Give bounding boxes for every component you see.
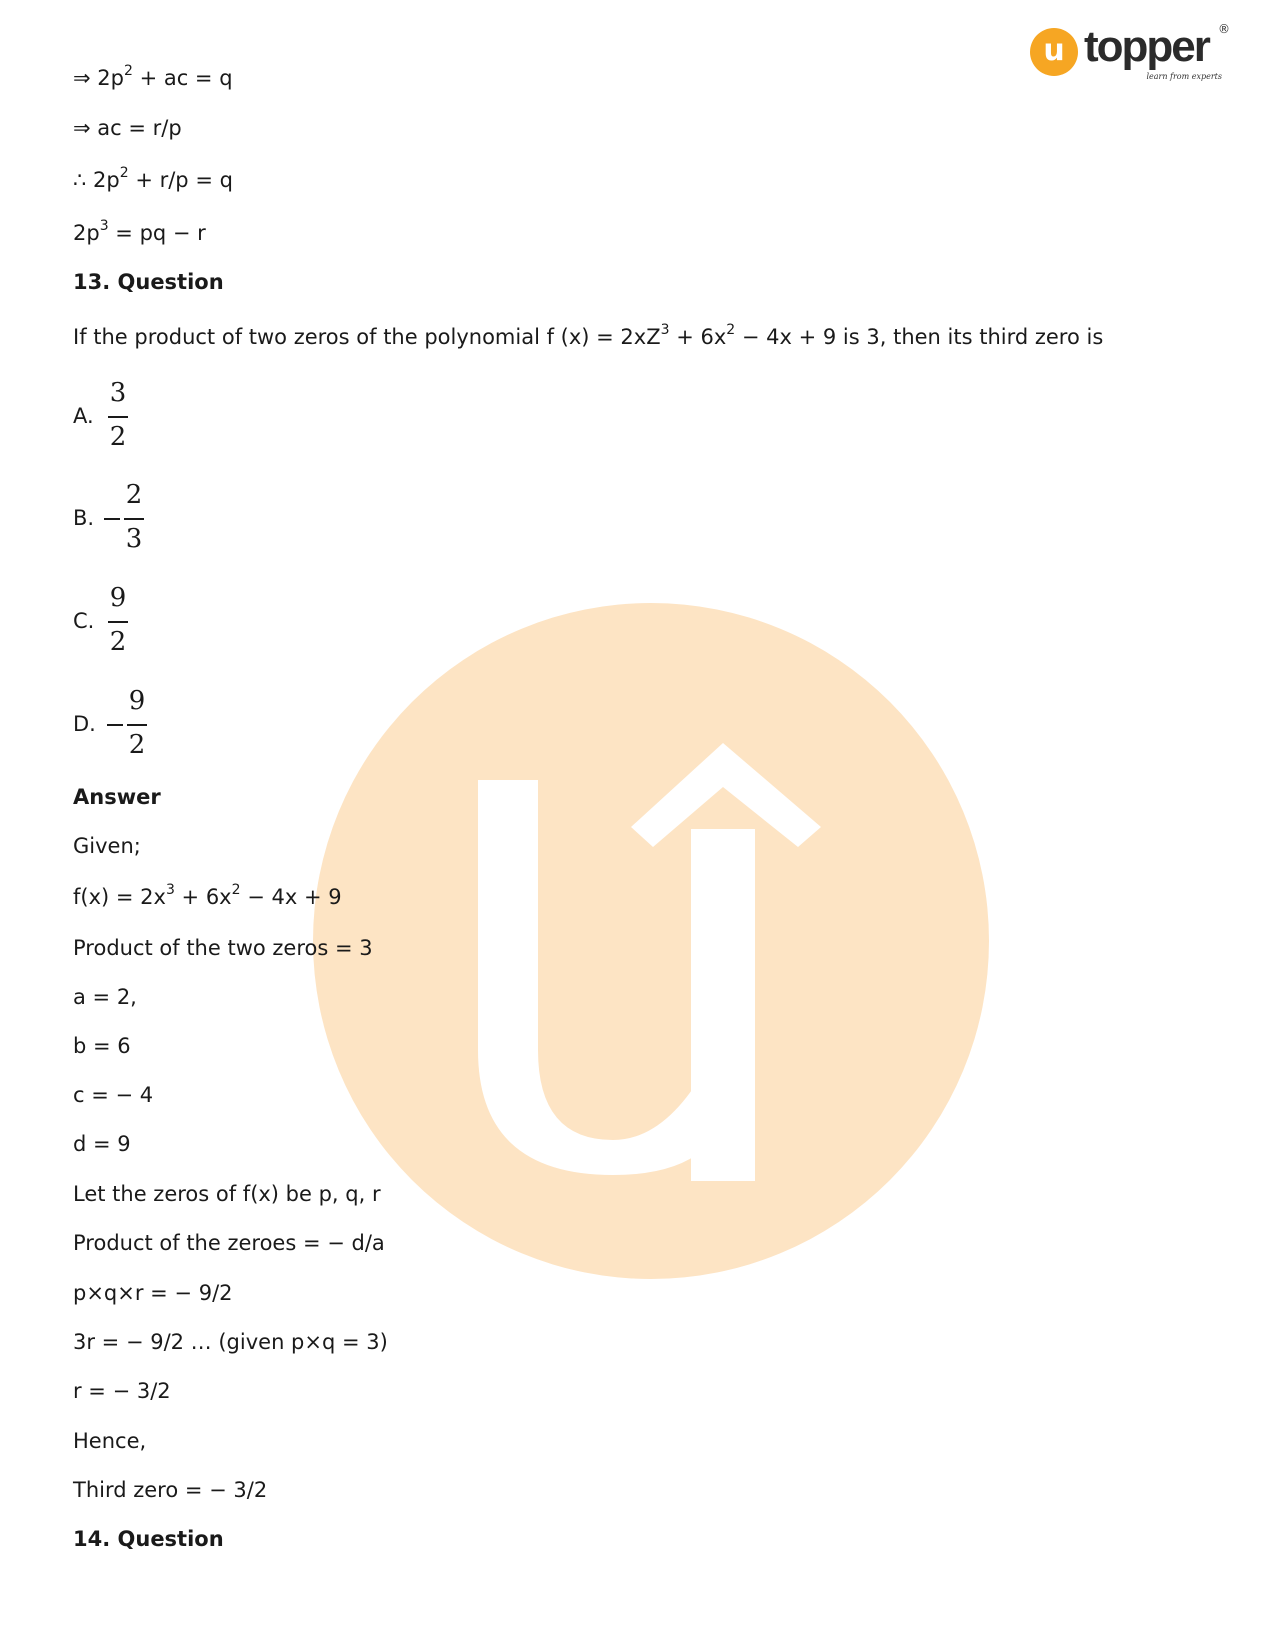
watermark-logo-icon (313, 603, 989, 1279)
derivation-line: $2p^3$ = pq − r (73, 218, 206, 245)
fraction-numerator: 9 (109, 583, 127, 613)
minus-sign (104, 518, 120, 520)
question-13-text: If the product of two zeros of the polynomial f $(x) = 2xZ^3 + 6x^2 - 4x + 9$ is 3, then its third zero is (73, 322, 1104, 349)
answer-line: b = 6 (73, 1034, 131, 1058)
registered-mark: ® (1218, 22, 1230, 36)
answer-line: r = − 3/2 (73, 1379, 171, 1403)
brand-wordmark: topper (1084, 22, 1209, 71)
answer-line: a = 2, (73, 985, 137, 1009)
fraction-bar (127, 724, 147, 726)
fraction-denominator: 2 (109, 422, 127, 452)
fraction-denominator: 2 (128, 730, 146, 760)
derivation-line: ⇒ $2p^2$ + ac = q (73, 63, 233, 90)
derivation-line: ⇒ ac = r/p (73, 116, 182, 140)
answer-line: 3r = − 9/2 … (given p×q = 3) (73, 1330, 388, 1354)
answer-line: d = 9 (73, 1132, 131, 1156)
option-label: A. (73, 404, 94, 428)
answer-line: Hence, (73, 1429, 147, 1453)
fraction-denominator: 2 (109, 627, 127, 657)
answer-line: Let the zeros of f(x) be p, q, r (73, 1182, 381, 1206)
brand-tagline: learn from experts (1146, 72, 1222, 81)
option-label: D. (73, 712, 96, 736)
fraction-bar (108, 621, 128, 623)
answer-line: Third zero = − 3/2 (73, 1478, 268, 1502)
derivation-line: ∴ $2p^2 + r/p = q$ (73, 165, 233, 192)
fraction-numerator: 9 (128, 686, 146, 716)
minus-sign (107, 724, 123, 726)
fraction-bar (124, 518, 144, 520)
answer-line: $f(x) = 2x^3 + 6x^2 - 4x + 9$ (73, 882, 342, 909)
option-label: C. (73, 609, 95, 633)
answer-line: Product of the two zeros = 3 (73, 936, 373, 960)
answer-line: c = − 4 (73, 1083, 154, 1107)
brand-logo (1030, 22, 1230, 86)
answer-heading: Answer (73, 785, 161, 809)
answer-line: Given; (73, 834, 141, 858)
brand-logo-icon: u (1030, 28, 1078, 76)
question-14-heading: 14. Question (73, 1527, 224, 1551)
answer-line: p×q×r = − 9/2 (73, 1281, 233, 1305)
option-label: B. (73, 506, 95, 530)
fraction-numerator: 3 (109, 378, 127, 408)
answer-line: Product of the zeroes = − d/a (73, 1231, 385, 1255)
fraction-numerator: 2 (125, 480, 143, 510)
fraction-denominator: 3 (125, 524, 143, 554)
question-13-heading: 13. Question (73, 270, 224, 294)
fraction-bar (108, 416, 128, 418)
